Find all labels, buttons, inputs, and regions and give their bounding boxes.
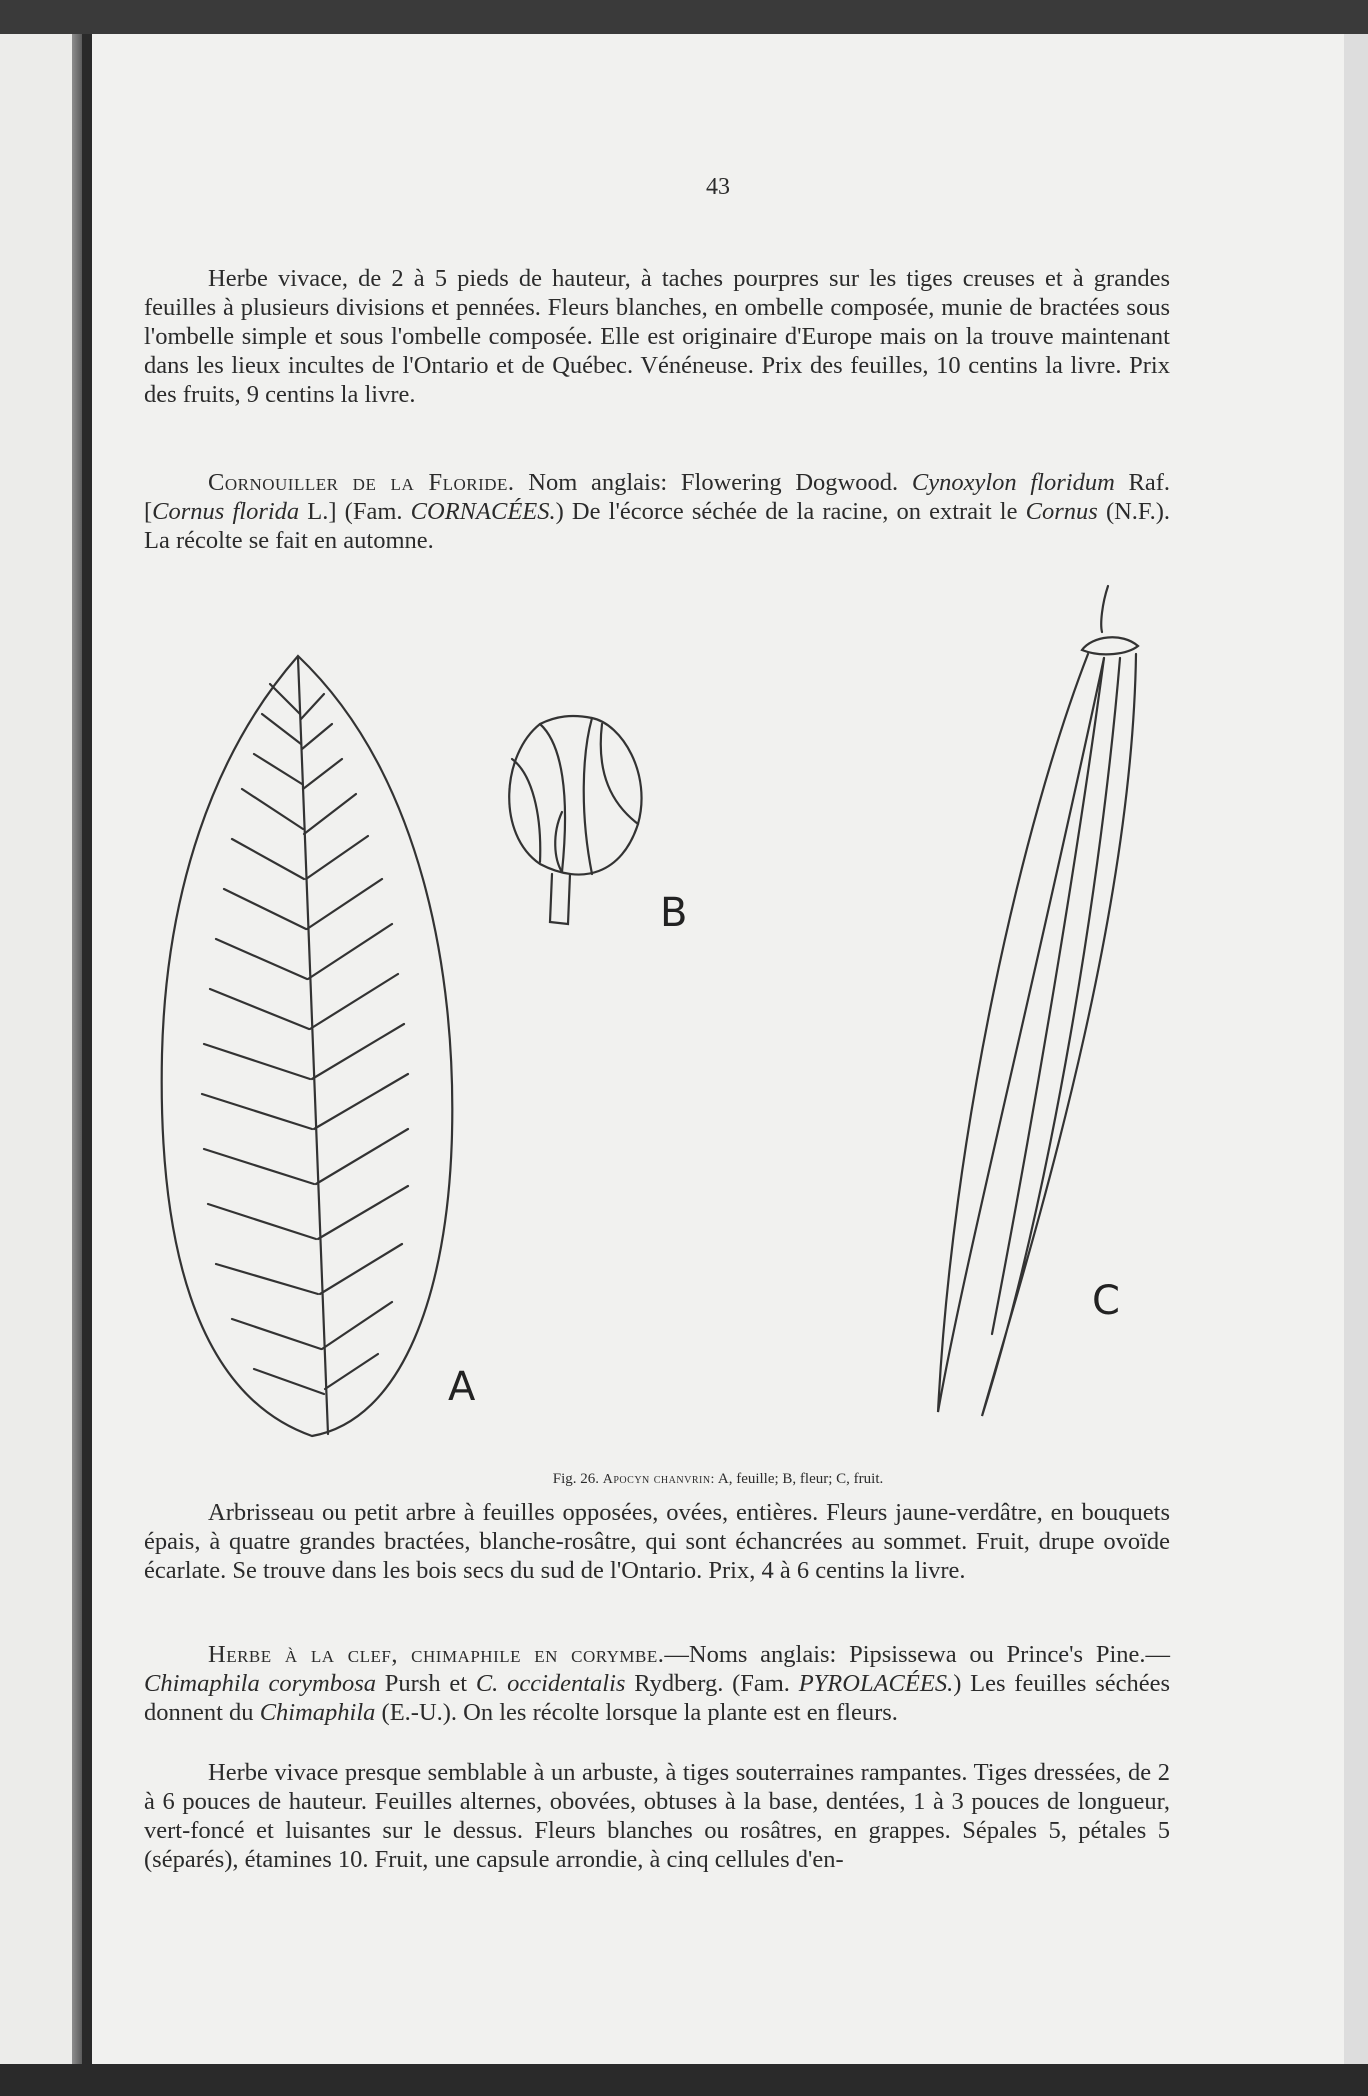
family-name: CORNACÉES. xyxy=(410,498,556,525)
caption-fig-number: Fig. 26. xyxy=(552,1471,599,1487)
figure-label-c: C xyxy=(1092,1278,1120,1324)
family-name: PYROLACÉES. xyxy=(798,1670,954,1697)
latin-name: C. occidentalis xyxy=(475,1670,626,1697)
flower-drawing xyxy=(509,716,641,924)
entry-text: ) Les feuilles séchées donnent du xyxy=(144,1670,1171,1726)
paragraph-herbe-description: Herbe vivace, de 2 à 5 pieds de hauteur, à taches pourpres sur les tiges creuses et à grandes feuilles à plusieurs divisions et pennées. Fleurs blanches, en ombelle composée, munie de bractées sous l'ombelle simple et sous l'ombelle composée. Elle est originaire d'Europe mais on la trouve maintenant dans les lieux incultes de l'Ontario et de Québec. Vénéneuse. Prix des feuilles, 10 centins la livre. Prix des fruits, 9 centins la livre. xyxy=(144,265,1170,408)
book-page xyxy=(92,34,1344,2064)
entry-text: Rydberg. (Fam. xyxy=(625,1670,799,1697)
leaf-veins xyxy=(202,684,408,1394)
entry-text: —Noms anglais: Pipsissewa ou Prince's Pine.— xyxy=(664,1641,1170,1668)
entry-heading: Herbe à la clef, chimaphile en corymbe. xyxy=(208,1641,665,1668)
caption-plant-name: Apocyn chanvrin: xyxy=(602,1472,715,1487)
entry-text: L.] (Fam. xyxy=(299,498,411,525)
entry-text: Nom anglais: Flowering Dogwood. xyxy=(514,469,912,496)
scan-right-border xyxy=(1344,34,1368,2064)
drug-name: Chimaphila xyxy=(259,1699,376,1726)
drug-name: Cornus xyxy=(1025,498,1098,525)
latin-name: Chimaphila corymbosa xyxy=(144,1670,376,1697)
scan-top-border xyxy=(0,0,1368,34)
figure-label-b: B xyxy=(660,890,688,936)
figure-26-illustration xyxy=(92,574,1344,1454)
figure-label-a: A xyxy=(448,1364,476,1410)
caption-text: A, feuille; B, fleur; C, fruit. xyxy=(714,1471,884,1487)
latin-name: Cynoxylon floridum xyxy=(911,469,1115,496)
paragraph-cornouiller-description: Arbrisseau ou petit arbre à feuilles opposées, ovées, entières. Fleurs jaune-verdâtre, en bouquets épais, à quatre grandes bractées, blanche-rosâtre, qui sont échancrées au sommet. Fruit, drupe ovoïde écarlate. Se trouve dans les bois secs du sud de l'Ontario. Prix, 4 à 6 centins la livre. xyxy=(144,1499,1170,1584)
entry-text: Raf. [ xyxy=(144,469,1171,525)
paragraph-herbe-clef-description: Herbe vivace presque semblable à un arbuste, à tiges souterraines rampantes. Tiges dressées, de 2 à 6 pouces de hauteur. Feuilles alternes, obovées, obtuses à la base, dentées, 1 à 3 pouces de longueur, vert-foncé et luisantes sur le dessus. Fleurs blanches ou rosâtres, en grappes. Sépales 5, pétales 5 (séparés), étamines 10. Fruit, une capsule arrondie, à cinq cellules d'en- xyxy=(144,1759,1170,1873)
paragraph-cornouiller-entry xyxy=(144,468,1170,555)
latin-name: Cornus florida xyxy=(152,498,300,525)
leaf-outline xyxy=(162,656,453,1436)
figure-caption xyxy=(92,1471,1344,1488)
entry-text: (E.-U.). On les récolte lorsque la plante est en fleurs. xyxy=(375,1699,898,1726)
page-number: 43 xyxy=(706,174,730,200)
paragraph-herbe-clef-entry xyxy=(144,1640,1170,1727)
entry-text: Pursh et xyxy=(376,1670,476,1697)
facing-page-edge xyxy=(0,34,82,2064)
entry-text: ) De l'écorce séchée de la racine, on extrait le xyxy=(555,498,1026,525)
entry-heading: Cornouiller de la Floride. xyxy=(208,469,515,496)
scan-bottom-border xyxy=(0,2064,1368,2096)
entry-text: (N.F.). La récolte se fait en automne. xyxy=(144,498,1170,554)
